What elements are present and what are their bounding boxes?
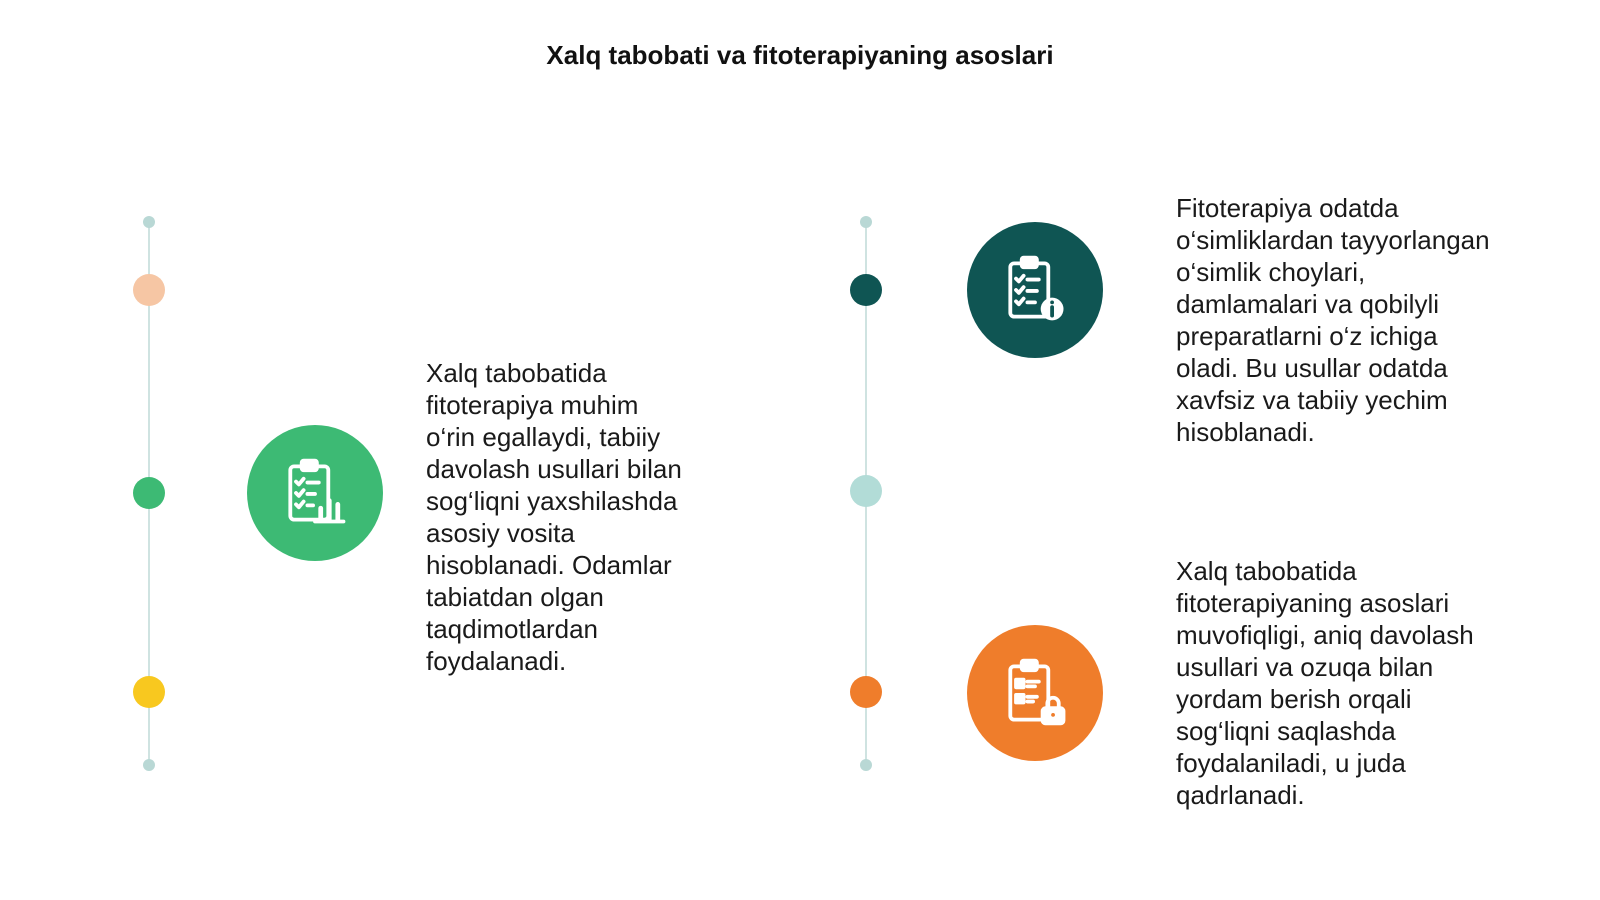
item-text-3: Xalq tabobatida fitoterapiyaning asoslari muvofiqligi, aniq davolash usullari va ozuqa bilan yordam berish orqali sog‘liqni saqlashda foydalaniladi, u juda qadrlanadi.	[1176, 556, 1474, 810]
timeline-tick-left-top	[143, 216, 155, 228]
timeline-tick-left-bottom	[143, 759, 155, 771]
page-title: Xalq tabobati va fitoterapiyaning asoslari	[546, 40, 1054, 70]
clipboard-info-icon	[967, 222, 1103, 358]
timeline-tick-right-top	[860, 216, 872, 228]
timeline-tick-right-bottom	[860, 759, 872, 771]
timeline-dot-light-teal	[850, 475, 882, 507]
timeline-dot-green	[133, 477, 165, 509]
timeline-dot-yellow	[133, 676, 165, 708]
timeline-dot-orange	[850, 676, 882, 708]
timeline-dot-peach	[133, 274, 165, 306]
timeline-dot-teal	[850, 274, 882, 306]
item-text-2: Fitoterapiya odatda o‘simliklardan tayyorlangan o‘simlik choylari, damlamalari va qobilyli preparatlarni o‘z ichiga oladi. Bu usullar odatda xavfsiz va tabiiy yechim hisoblanadi.	[1176, 193, 1490, 447]
clipboard-lock-icon	[967, 625, 1103, 761]
clipboard-chart-icon	[247, 425, 383, 561]
item-text-1: Xalq tabobatida fitoterapiya muhim o‘rin egallaydi, tabiiy davolash usullari bilan sog‘liqni yaxshilashda asosiy vosita hisoblanadi. Odamlar tabiatdan olgan taqdimotlardan foydalanadi.	[426, 358, 682, 676]
